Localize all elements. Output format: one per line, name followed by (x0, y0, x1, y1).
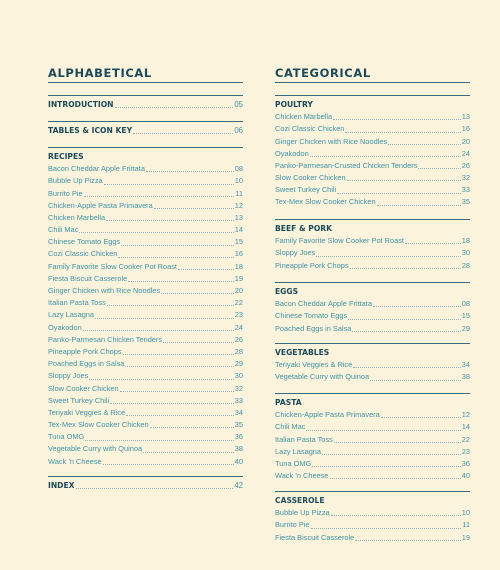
dot-leader (377, 205, 461, 206)
dot-leader (154, 208, 234, 209)
dot-leader (311, 528, 462, 529)
dot-leader (76, 488, 234, 489)
entry-name: INDEX (48, 480, 75, 490)
page-number: 22 (234, 298, 243, 308)
entry-name: Bacon Cheddar Apple Frittata (48, 164, 145, 174)
toc-entry[interactable] (48, 383, 243, 395)
toc-entry[interactable] (275, 197, 470, 209)
page-number: 30 (234, 371, 243, 381)
dot-leader (83, 330, 234, 331)
entry-name: Sweet Turkey Chili (275, 185, 337, 195)
page-number: 13 (234, 212, 243, 222)
page-number: 26 (461, 160, 470, 170)
page-number: 34 (461, 360, 470, 370)
dot-leader (110, 403, 234, 404)
dot-leader (146, 171, 234, 172)
page-number: 08 (234, 164, 243, 174)
entry-name: Chicken Marbella (48, 212, 106, 222)
entry-name: Sweet Turkey Chili (48, 395, 110, 405)
toc-entry[interactable] (48, 346, 243, 358)
dot-leader (322, 454, 461, 455)
toc-entry[interactable] (48, 224, 243, 236)
toc-entry[interactable] (48, 249, 243, 261)
entry-name: Chicken-Apple Pasta Primavera (275, 410, 380, 420)
page-number: 36 (461, 458, 470, 468)
dot-leader (163, 342, 234, 343)
dot-leader (418, 168, 460, 169)
toc-entry[interactable] (275, 172, 470, 184)
entry-name: Chili Mac (48, 225, 79, 235)
toc-entry[interactable] (275, 470, 470, 482)
page-number: 18 (461, 236, 470, 246)
toc-entry[interactable] (48, 188, 243, 200)
entry-name: Oyakodon (275, 148, 309, 158)
dot-leader (104, 184, 234, 185)
dot-leader (348, 319, 461, 320)
page-number: 11 (462, 520, 470, 530)
page-number: 14 (461, 422, 470, 432)
page-number: 35 (461, 197, 470, 207)
toc-entry[interactable] (275, 507, 470, 519)
dot-leader (118, 257, 233, 258)
entry-name: Family Favorite Slow Cooker Pot Roast (275, 236, 404, 246)
toc-entry[interactable] (275, 421, 470, 433)
dot-leader (133, 133, 233, 134)
page-number: 35 (234, 420, 243, 430)
dot-leader (310, 156, 461, 157)
page-number: 33 (461, 185, 470, 195)
toc-entry[interactable] (48, 456, 243, 468)
entry-name: Wack ’n Cheese (275, 471, 329, 481)
category-section (275, 282, 470, 335)
page-number: 42 (234, 480, 243, 490)
entry-name: Vegetable Curry with Quinoa (275, 372, 370, 382)
page-number: 36 (234, 432, 243, 442)
entry-name: Teriyaki Veggies & Rice (48, 407, 126, 417)
dot-leader (350, 268, 461, 269)
dot-leader (79, 232, 233, 233)
page-number: 15 (234, 237, 243, 247)
category-section (275, 219, 470, 272)
toc-entry[interactable] (48, 273, 243, 285)
entry-name: Sloppy Joes (275, 248, 316, 258)
entry-name: Chili Mac (275, 422, 306, 432)
dot-leader (125, 366, 233, 367)
page-number: 15 (461, 311, 470, 321)
dot-leader (355, 540, 460, 541)
toc-entry[interactable] (275, 458, 470, 470)
divider (275, 219, 470, 220)
page-number: 20 (461, 136, 470, 146)
dot-leader (316, 256, 461, 257)
toc-entry[interactable] (275, 359, 470, 371)
dot-leader (89, 379, 234, 380)
divider (275, 491, 470, 492)
page-number: 10 (234, 176, 243, 186)
dot-leader (333, 119, 461, 120)
dot-leader (345, 132, 460, 133)
dot-leader (106, 220, 234, 221)
toc-entry[interactable] (275, 111, 470, 123)
page-number: 34 (234, 407, 243, 417)
dot-leader (381, 417, 461, 418)
page-number: 06 (234, 125, 243, 135)
toc-entry[interactable] (48, 358, 243, 370)
toc-entry[interactable] (48, 285, 243, 297)
entry-name: Chinese Tomato Eggs (275, 311, 348, 321)
dot-leader (128, 281, 233, 282)
toc-entry[interactable] (275, 123, 470, 135)
divider (275, 95, 470, 96)
dot-leader (126, 415, 234, 416)
category-section (275, 343, 470, 384)
toc-entry[interactable] (48, 431, 243, 443)
entry-name: INTRODUCTION (48, 99, 114, 109)
toc-entry[interactable] (275, 260, 470, 272)
entry-name: Wack ’n Cheese (48, 456, 102, 466)
toc-entry[interactable] (48, 163, 243, 175)
dot-leader (312, 466, 460, 467)
entry-name: TABLES & ICON KEY (48, 125, 133, 135)
toc-entry[interactable] (48, 407, 243, 419)
toc-entry[interactable] (275, 519, 470, 531)
entry-name: Chicken Marbella (275, 112, 333, 122)
category-heading: CASSEROLE (275, 496, 325, 505)
category-heading: EGGS (275, 287, 299, 296)
entry-name: Fiesta Biscuit Casserole (275, 532, 355, 542)
category-heading: PASTA (275, 398, 302, 407)
entry-name: Bubble Up Pizza (48, 176, 103, 186)
toc-entry-tables[interactable] (48, 125, 243, 137)
page-number: 16 (234, 249, 243, 259)
entry-name: Bacon Cheddar Apple Frittata (275, 299, 372, 309)
entry-name: Chinese Tomato Eggs (48, 237, 121, 247)
dot-leader (143, 452, 234, 453)
toc-entry[interactable] (48, 236, 243, 248)
entry-name: Pineapple Pork Chops (275, 260, 349, 270)
page-number: 28 (461, 260, 470, 270)
dot-leader (337, 193, 461, 194)
entry-name: Ginger Chicken with Rice Noodles (48, 286, 161, 296)
dot-leader (95, 318, 234, 319)
page-number: 08 (461, 299, 470, 309)
page-number: 28 (234, 346, 243, 356)
alphabetical-heading-rule (48, 82, 243, 83)
divider (275, 343, 470, 344)
entry-name: Oyakodon (48, 322, 82, 332)
page-number: 38 (461, 372, 470, 382)
recipes-list (48, 163, 243, 468)
index-block (48, 476, 243, 492)
toc-entry[interactable] (275, 446, 470, 458)
dot-leader (120, 391, 234, 392)
page-number: 19 (461, 532, 470, 542)
entry-name: Vegetable Curry with Quinoa (48, 444, 143, 454)
entry-name: Lazy Lasagna (275, 446, 322, 456)
entry-name: Panko-Parmesan-Crusted Chicken Tenders (275, 160, 418, 170)
page-number: 19 (234, 273, 243, 283)
page-number: 23 (234, 310, 243, 320)
entry-name: Burrito Pie (275, 520, 310, 530)
toc-entry[interactable] (275, 148, 470, 160)
entry-name: Cozi Classic Chicken (48, 249, 118, 259)
dot-leader (178, 269, 234, 270)
entry-name: Chicken-Apple Pasta Primavera (48, 200, 153, 210)
toc-entry[interactable] (48, 200, 243, 212)
page-number: 23 (461, 446, 470, 456)
page-number: 24 (234, 322, 243, 332)
toc-entry[interactable] (48, 309, 243, 321)
entry-name: Tuna OMG (275, 458, 312, 468)
divider (48, 121, 243, 122)
toc-entry[interactable] (275, 371, 470, 383)
entry-name: Sloppy Joes (48, 371, 89, 381)
toc-entry[interactable] (48, 395, 243, 407)
entry-name: Tex-Mex Slow Cooker Chicken (48, 420, 149, 430)
entry-name: Ginger Chicken with Rice Noodles (275, 136, 388, 146)
category-heading: POULTRY (275, 100, 313, 109)
toc-entry[interactable] (275, 323, 470, 335)
category-heading: VEGETABLES (275, 348, 330, 357)
toc-entry[interactable] (275, 136, 470, 148)
toc-entry[interactable] (48, 297, 243, 309)
dot-leader (370, 380, 461, 381)
toc-entry[interactable] (48, 419, 243, 431)
page-number: 12 (461, 410, 470, 420)
dot-leader (84, 196, 235, 197)
entry-name: Tuna OMG (48, 432, 85, 442)
dot-leader (161, 293, 234, 294)
dot-leader (115, 107, 234, 108)
page-number: 32 (461, 173, 470, 183)
dot-leader (353, 367, 461, 368)
entry-name: Poached Eggs in Salsa (48, 359, 125, 369)
toc-entry[interactable] (48, 370, 243, 382)
entry-name: Cozi Classic Chicken (275, 124, 345, 134)
entry-name: Bubble Up Pizza (275, 508, 330, 518)
entry-name: Teriyaki Veggies & Rice (275, 360, 353, 370)
dot-leader (121, 245, 234, 246)
page-number: 18 (234, 261, 243, 271)
dot-leader (334, 442, 461, 443)
divider (275, 282, 470, 283)
page-number: 29 (461, 323, 470, 333)
introduction-block (48, 95, 243, 111)
page-number: 40 (234, 456, 243, 466)
tables-block (48, 121, 243, 137)
toc-entry[interactable] (48, 444, 243, 456)
toc-entry-index[interactable] (48, 480, 243, 492)
toc-entry[interactable] (275, 310, 470, 322)
entry-name: Family Favorite Slow Cooker Pot Roast (48, 261, 177, 271)
divider (48, 476, 243, 477)
entry-name: Fiesta Biscuit Casserole (48, 273, 128, 283)
toc-entry[interactable] (275, 184, 470, 196)
divider (275, 393, 470, 394)
toc-entry[interactable] (275, 235, 470, 247)
entry-name: Pineapple Pork Chops (48, 346, 122, 356)
alphabetical-heading: ALPHABETICAL (48, 66, 152, 80)
entry-name: Panko-Parmesan Chicken Tenders (48, 334, 163, 344)
toc-entry[interactable] (275, 247, 470, 259)
categorical-heading: CATEGORICAL (275, 66, 371, 80)
category-section (275, 393, 470, 482)
recipes-heading: RECIPES (48, 152, 84, 161)
dot-leader (388, 144, 461, 145)
page-number: 30 (461, 248, 470, 258)
dot-leader (107, 305, 234, 306)
toc-entry[interactable] (275, 409, 470, 421)
page-number: 38 (234, 444, 243, 454)
entry-name: Italian Pasta Toss (48, 298, 106, 308)
entry-name: Italian Pasta Toss (275, 434, 333, 444)
dot-leader (352, 331, 460, 332)
recipes-block (48, 147, 243, 468)
page-number: 29 (234, 359, 243, 369)
page-number: 05 (234, 99, 243, 109)
page-number: 16 (461, 124, 470, 134)
category-heading: BEEF & PORK (275, 224, 333, 233)
dot-leader (331, 515, 461, 516)
dot-leader (373, 306, 461, 307)
entry-name: Poached Eggs in Salsa (275, 323, 352, 333)
dot-leader (123, 354, 234, 355)
toc-entry[interactable] (275, 298, 470, 310)
page-number: 26 (234, 334, 243, 344)
page-number: 33 (234, 395, 243, 405)
page-number: 11 (235, 188, 243, 198)
entry-name: Slow Cooker Chicken (48, 383, 119, 393)
dot-leader (306, 430, 460, 431)
dot-leader (405, 243, 461, 244)
categorical-heading-rule (275, 82, 470, 83)
dot-leader (103, 464, 234, 465)
page-number: 32 (234, 383, 243, 393)
entry-name: Tex-Mex Slow Cooker Chicken (275, 197, 376, 207)
toc-entry[interactable] (48, 212, 243, 224)
page-number: 13 (461, 112, 470, 122)
entry-name: Slow Cooker Chicken (275, 173, 346, 183)
dot-leader (150, 427, 234, 428)
page-number: 14 (234, 225, 243, 235)
page-number: 12 (234, 200, 243, 210)
toc-entry[interactable] (275, 434, 470, 446)
page-number: 24 (461, 148, 470, 158)
divider (48, 95, 243, 96)
dot-leader (330, 478, 461, 479)
toc-entry[interactable] (48, 175, 243, 187)
category-section (275, 95, 470, 209)
entry-name: Burrito Pie (48, 188, 83, 198)
category-section (275, 491, 470, 544)
divider (48, 147, 243, 148)
dot-leader (347, 180, 461, 181)
page-number: 20 (234, 286, 243, 296)
toc-entry[interactable] (275, 532, 470, 544)
dot-leader (85, 440, 233, 441)
toc-entry[interactable] (48, 322, 243, 334)
page-number: 10 (461, 508, 470, 518)
toc-entry[interactable] (275, 160, 470, 172)
toc-entry-introduction[interactable] (48, 99, 243, 111)
entry-name: Lazy Lasagna (48, 310, 95, 320)
toc-entry[interactable] (48, 334, 243, 346)
toc-entry[interactable] (48, 261, 243, 273)
page-number: 40 (461, 471, 470, 481)
page-number: 22 (461, 434, 470, 444)
